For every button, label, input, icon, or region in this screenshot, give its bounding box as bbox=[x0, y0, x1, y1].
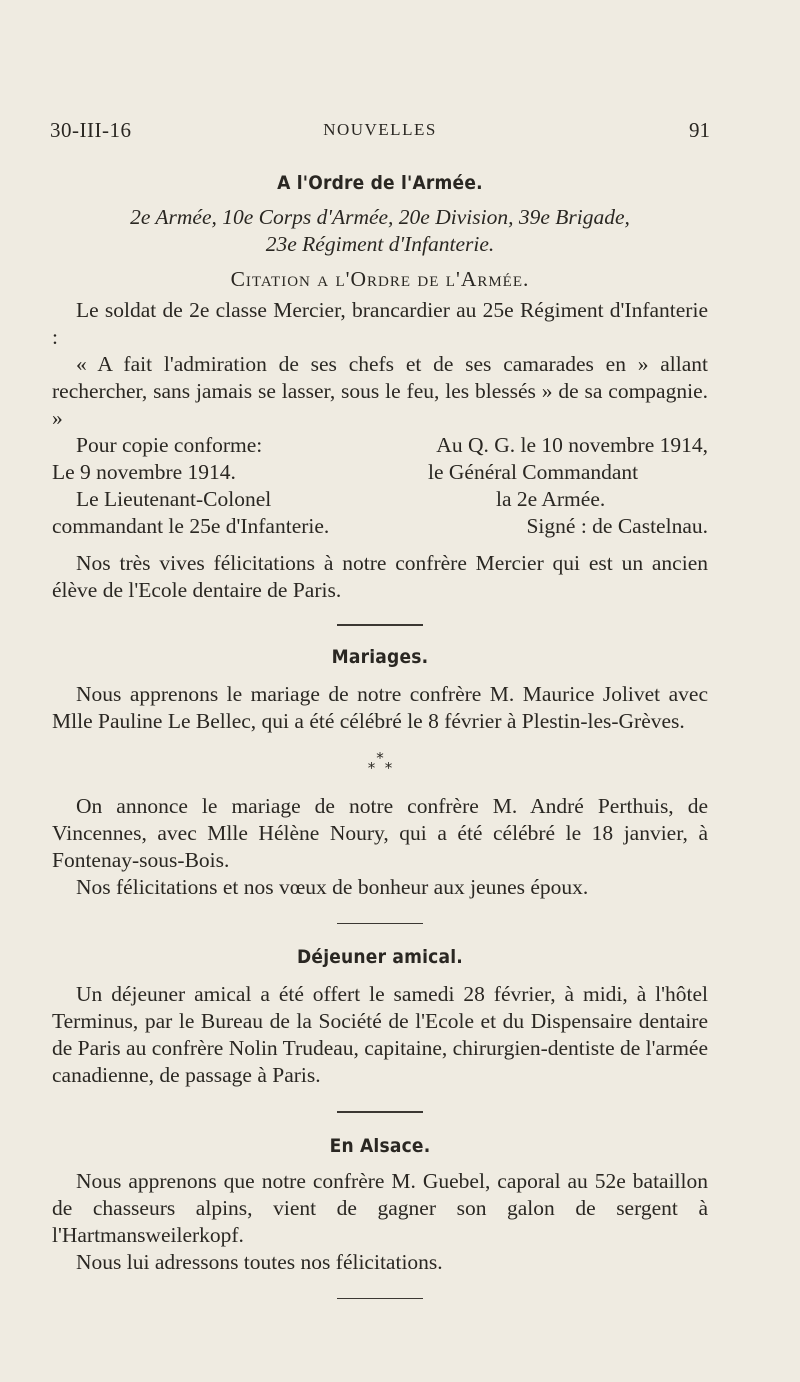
sig-left-2: Le 9 novembre 1914. bbox=[52, 460, 236, 484]
alsace-felicitations: Nous lui adressons toutes nos félicitations. bbox=[76, 1249, 443, 1274]
sig-right-1: Au Q. G. le 10 novembre 1914, bbox=[436, 433, 708, 457]
sig-right-3: la 2e Armée. bbox=[496, 487, 606, 511]
page-header bbox=[50, 118, 710, 148]
sig-left-1: Pour copie conforme: bbox=[76, 433, 263, 457]
section-divider bbox=[337, 1111, 423, 1113]
citation-intro: Le soldat de 2e classe Mercier, brancardier au 25e Régiment d'Infanterie : bbox=[52, 298, 708, 349]
section-title-alsace: En Alsace. bbox=[329, 1134, 431, 1157]
running-title: NOUVELLES bbox=[323, 120, 437, 139]
mariage-jolivet: Nous apprenons le mariage de notre confrère M. Maurice Jolivet avec Mlle Pauline Le Bellec, qui a été célébré le 8 février à Plestin-les-Grèves. bbox=[52, 681, 708, 733]
header-date: 30-III-16 bbox=[50, 118, 132, 142]
unit-line-1: 2e Armée, 10e Corps d'Armée, 20e Division, 39e Brigade, bbox=[130, 205, 630, 229]
signature-block bbox=[52, 432, 708, 540]
voeux: Nos félicitations et nos vœux de bonheur aux jeunes époux. bbox=[76, 874, 589, 899]
section-divider bbox=[337, 1298, 423, 1300]
mariage-perthuis: On annonce le mariage de notre confrère M. André Perthuis, de Vincennes, avec Mlle Hélène Noury, qui a été célébré le 18 janvier, à Fontenay-sous-Bois. bbox=[52, 793, 708, 872]
section-divider bbox=[337, 923, 423, 925]
sig-right-4: Signé : de Castelnau. bbox=[526, 514, 708, 538]
asterism: * * * bbox=[367, 748, 393, 777]
text-column bbox=[52, 170, 708, 1299]
alsace-text: Nous apprenons que notre confrère M. Guebel, caporal au 52e bataillon de chasseurs alpins, vient de gagner son galon de sergent à l'Hartmansweilerkopf. bbox=[52, 1168, 708, 1247]
citation-heading: Citation a l'Ordre de l'Armée. bbox=[230, 267, 530, 291]
section-title-ordre: A l'Ordre de l'Armée. bbox=[277, 172, 483, 194]
section-divider bbox=[337, 624, 423, 626]
citation-quote: « A fait l'admiration de ses chefs et de ses camarades en » allant rechercher, sans jamais se lasser, sous le feu, les blessés » de sa compagnie. » bbox=[52, 352, 708, 430]
page-number: 91 bbox=[689, 118, 710, 142]
unit-line-2: 23e Régiment d'Infanterie. bbox=[265, 232, 495, 256]
dejeuner-text: Un déjeuner amical a été offert le samedi 28 février, à midi, à l'hôtel Terminus, par le Bureau de la Société de l'Ecole et du Dispensaire dentaire de Paris au confrère Nolin Trudeau, capitaine, chirurgien-dentiste de l'armée canadienne, de passage à Paris. bbox=[52, 982, 709, 1087]
felicitations-mercier: Nos très vives félicitations à notre confrère Mercier qui est un ancien élève de l'Ecole dentaire de Paris. bbox=[52, 551, 708, 602]
sig-left-4: commandant le 25e d'Infanterie. bbox=[52, 514, 330, 538]
sig-right-2: le Général Commandant bbox=[428, 460, 639, 484]
sig-left-3: Le Lieutenant-Colonel bbox=[76, 487, 272, 511]
section-title-dejeuner: Déjeuner amical. bbox=[297, 946, 463, 968]
section-title-mariages: Mariages. bbox=[331, 645, 429, 668]
